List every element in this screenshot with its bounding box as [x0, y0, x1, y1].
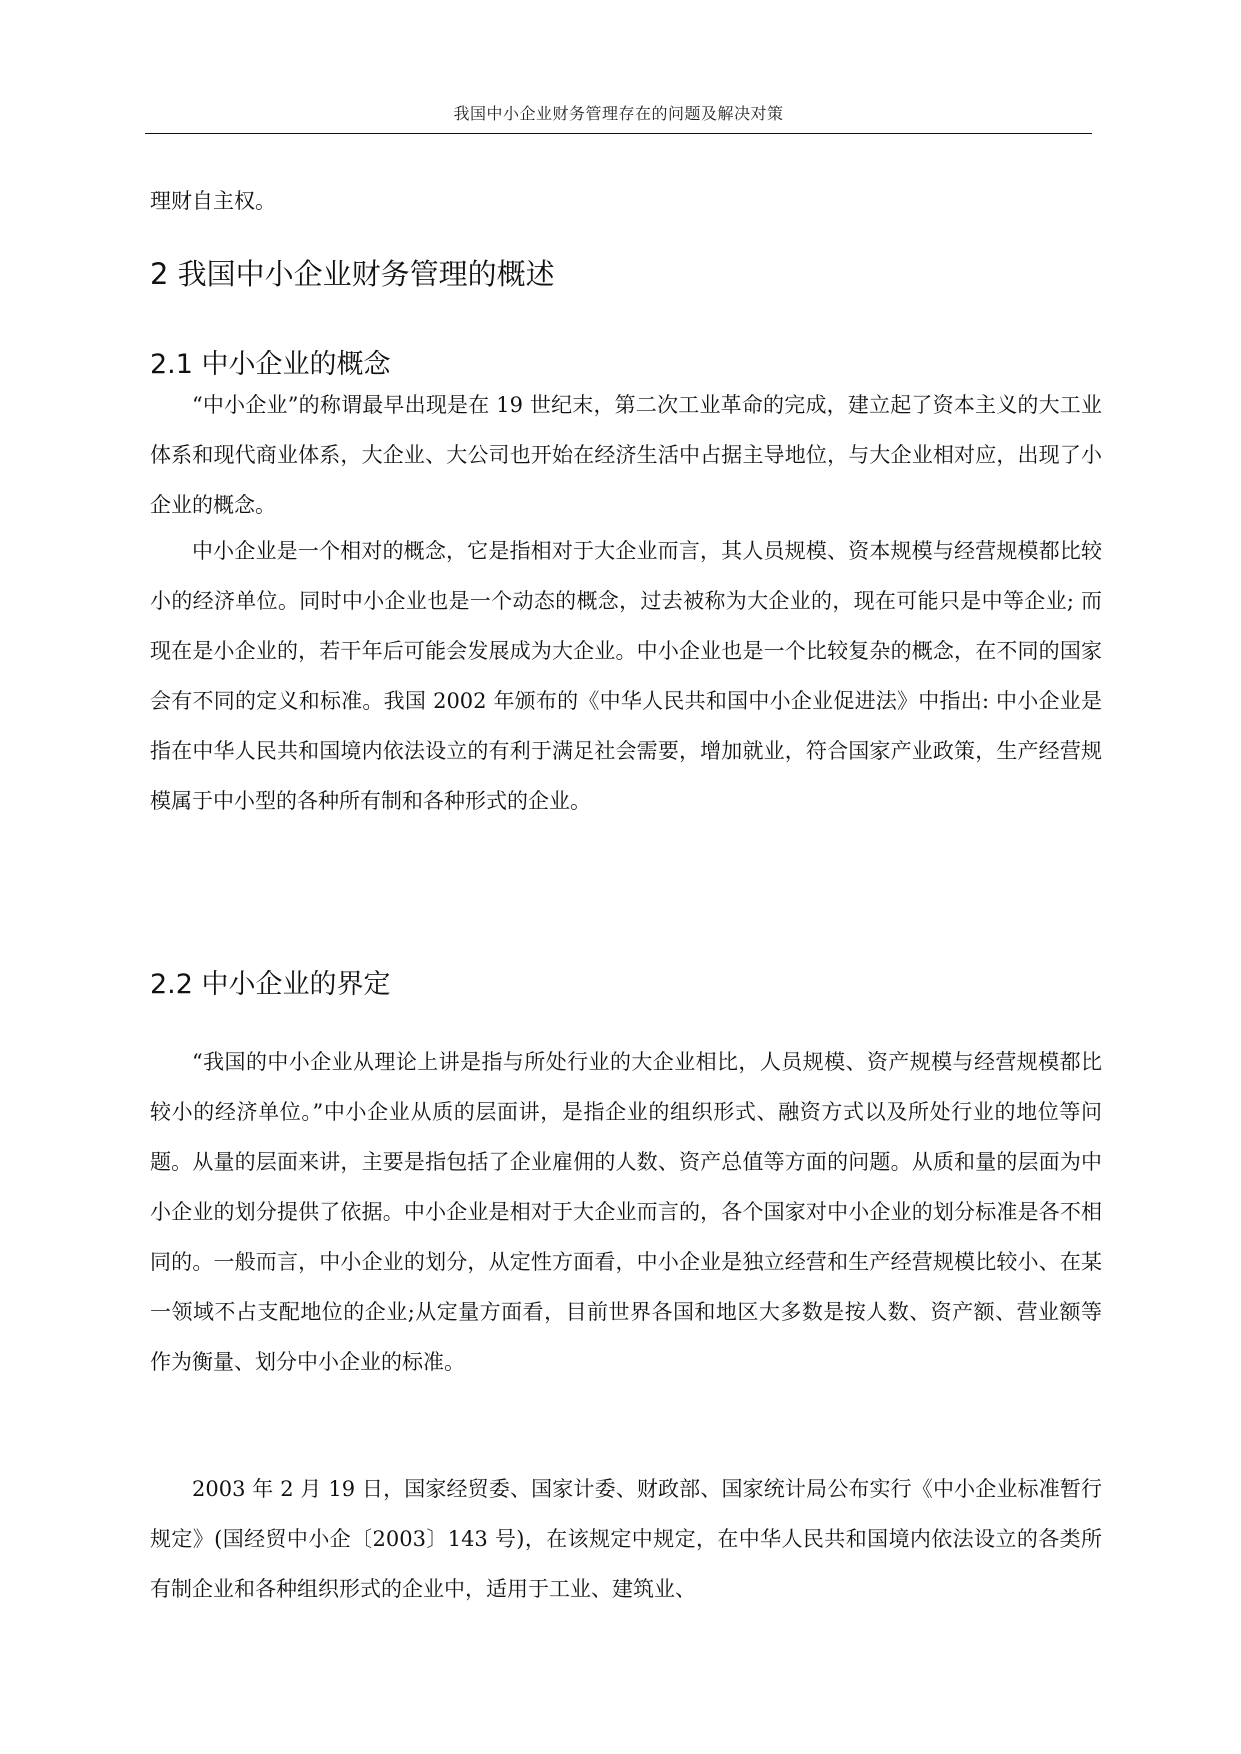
chapter-heading: 2 我国中小企业财务管理的概述: [150, 257, 555, 291]
running-header: 我国中小企业财务管理存在的问题及解决对策: [453, 104, 784, 123]
section-heading-concept: 2.1 中小企业的概念: [150, 349, 391, 380]
paragraph-origin-of-term: “中小企业”的称谓最早出现是在 19 世纪末，第二次工业革命的完成，建立起了资本主义的大工业体系和现代商业体系，大企业、大公司也开始在经济生活中占据主导地位，与大企业相对应，出现了小企业的概念。: [150, 393, 1102, 517]
header-rule: [145, 133, 1092, 134]
paragraph-relative-concept: 中小企业是一个相对的概念，它是指相对于大企业而言，其人员规模、资本规模与经营规模都比较小的经济单位。同时中小企业也是一个动态的概念，过去被称为大企业的，现在可能只是中等企业; 而现在是小企业的，若干年后可能会发展成为大企业。中小企业也是一个比较复杂的概念，在不同的国家会有不同的定义和标准。我国 2002 年颁布的《中华人民共和国中小企业促进法》中指出: 中小企业是指在中华人民共和国境内依法设立的有利于满足社会需要，增加就业，符合国家产业政策，生产经营规模属于中小型的各种所有制和各种形式的企业。: [150, 539, 1102, 813]
paragraph-2003-regulation: 2003 年 2 月 19 日，国家经贸委、国家计委、财政部、国家统计局公布实行《中小企业标准暂行规定》(国经贸中小企〔2003〕143 号)，在该规定中规定，在中华人民共和国境内依法设立的各类所有制企业和各种组织形式的企业中，适用于工业、建筑业、: [150, 1477, 1102, 1601]
section-heading-definition: 2.2 中小企业的界定: [150, 969, 391, 1000]
lead-fragment: 理财自主权。: [150, 189, 276, 213]
paragraph-theory-definition: “我国的中小企业从理论上讲是指与所处行业的大企业相比，人员规模、资产规模与经营规模都比较小的经济单位。”中小企业从质的层面讲，是指企业的组织形式、融资方式以及所处行业的地位等问题。从量的层面来讲，主要是指包括了企业雇佣的人数、资产总值等方面的问题。从质和量的层面为中小企业的划分提供了依据。中小企业是相对于大企业而言的，各个国家对中小企业的划分标准是各不相同的。一般而言，中小企业的划分，从定性方面看，中小企业是独立经营和生产经营规模比较小、在某一领域不占支配地位的企业;从定量方面看，目前世界各国和地区大多数是按人数、资产额、营业额等作为衡量、划分中小企业的标准。: [150, 1050, 1102, 1374]
